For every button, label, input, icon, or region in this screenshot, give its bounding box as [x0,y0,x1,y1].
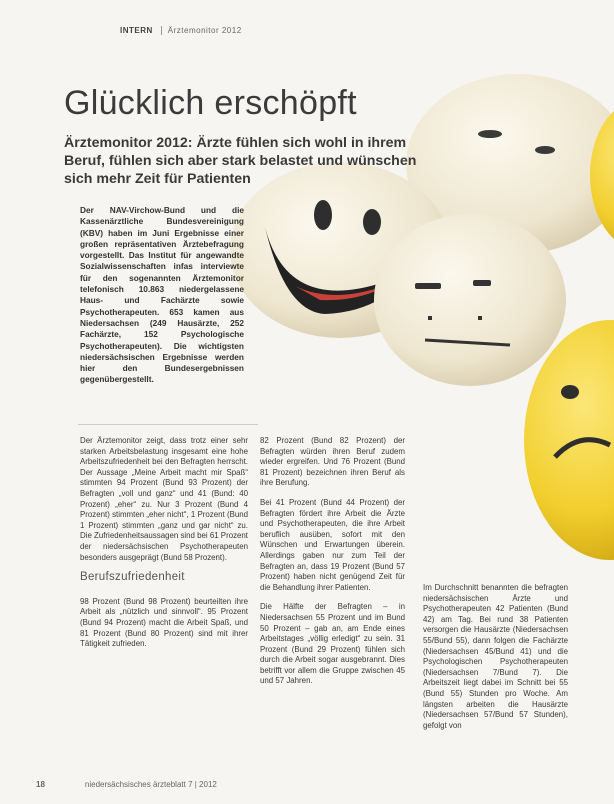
section-label: INTERN [120,26,153,35]
lead-paragraph: Der NAV-Virchow-Bund und die Kassenärztliche Bundesvereinigung (KBV) haben im Juni Ergebnisse einer großen repräsentativen Ärztebefragung vorgestellt. Das Institut für angewandte Sozialwissenschaften infas interviewte für den sogenannten Ärztemonitor telefonisch 10.863 niedergelassene Haus- und Fachärzte sowie Psychotherapeuten. 653 kamen aus Niedersachsen (249 Hausärzte, 252 Fachärzte, 152 Psychologische Psychotherapeuten). Die wichtigsten niedersächsischen Ergebnisse werden hier den Bundesergebnissen gegenübergestellt. [80,205,244,385]
divider [78,424,258,425]
article-title: Glücklich erschöpft [64,84,357,122]
text-column-3 [423,583,568,740]
paragraph: Die Hälfte der Befragten – in Niedersachsen 55 Prozent und im Bund 50 Prozent – gab an, am Ende eines Arbeitstages „völlig erledigt“ zu sein. 31 Prozent (Bund 29 Prozent) fühlen sich durch die Arbeit sogar ausgebrannt. Dies betrifft vor allem die Gruppe zwischen 45 und 57 Jahren. [260,602,405,686]
paragraph: 98 Prozent (Bund 98 Prozent) beurteilten ihre Arbeit als „nützlich und sinnvoll“. 95 Prozent (Bund 94 Prozent) macht die Arbeit Spaß, und 81 Prozent (Bund 80 Prozent) sind mit ihrer Tätigkeit zufrieden. [80,596,248,649]
page-header [120,26,242,35]
paragraph: Bei 41 Prozent (Bund 44 Prozent) der Befragten fördert ihre Arbeit die Ärzte und Psychotherapeuten, die ihre Arbeit beruflich ausüben, sofort mit den Wünschen und Erwartungen überein. Allerdings gaben nur zum Teil der Befragten an, dass 19 Prozent (Bund 57 Prozent) haben nicht genügend Zeit für die Behandlung ihrer Patienten. [260,497,405,592]
section-heading: Berufszufriedenheit [80,571,185,584]
paragraph: Im Durchschnitt benannten die befragten niedersächsischen Ärzte und Psychotherapeuten 42 Patienten (Bund 42) am Tag. Bei rund 38 Patienten versorgen die Hausärzte (Niedersachsen 55/Bund 55), dann folgen die Fachärzte (Niedersachsen 45/Bund 41) und die Psychologischen Psychotherapeuten (Niedersachsen 7/Bund 7). Die Arbeitszeit liegt dabei im Schnitt bei 55 (Bund 55) Stunden pro Woche. Am längsten arbeiten die Hausärzte (Niedersachsen 57/Bund 57 Stunden), gefolgt von [423,583,568,730]
neutral-face-icon [374,214,566,386]
paragraph: Der Ärztemonitor zeigt, dass trotz einer sehr starken Arbeitsbelastung insgesamt eine hohe Arbeitszufriedenheit bei den Befragten herrscht. Der Aussage „Meine Arbeit macht mir Spaß“ stimmten 94 Prozent (Bund 93 Prozent) der Befragten „voll und ganz“ und 41 (Bund: 40 Prozent) „eher“ zu. Nur 3 Prozent (Bund 4 Prozent) stimmten „eher nicht“, 1 Prozent (Bund 1 Prozent) stimmten „ganz und gar nicht“ zu. Die Zufriedenheitsaussagen sind bei 61 Prozent der niedersächsischen Psychotherapeuten besonders ausgeprägt (Bund 58 Prozent). [80,436,248,562]
text-column-2 [260,436,405,696]
article-subtitle: Ärztemonitor 2012: Ärzte fühlen sich wohl in ihrem Beruf, fühlen sich aber stark belastet und wünschen sich mehr Zeit für Patienten [64,135,417,187]
page-footer [36,780,217,789]
header-divider [161,26,162,35]
publication-name: niedersächsisches ärzteblatt 7 | 2012 [84,780,217,789]
page-number: 18 [36,780,45,789]
issue-label: Ärztemonitor 2012 [167,26,242,35]
text-column-1 [80,436,248,659]
paragraph: 82 Prozent (Bund 82 Prozent) der Befragten würden ihren Beruf zudem wieder ergreifen. Und 76 Prozent (Bund 81 Prozent) bezeichnen ihren Beruf als ihre Berufung. [260,436,405,488]
